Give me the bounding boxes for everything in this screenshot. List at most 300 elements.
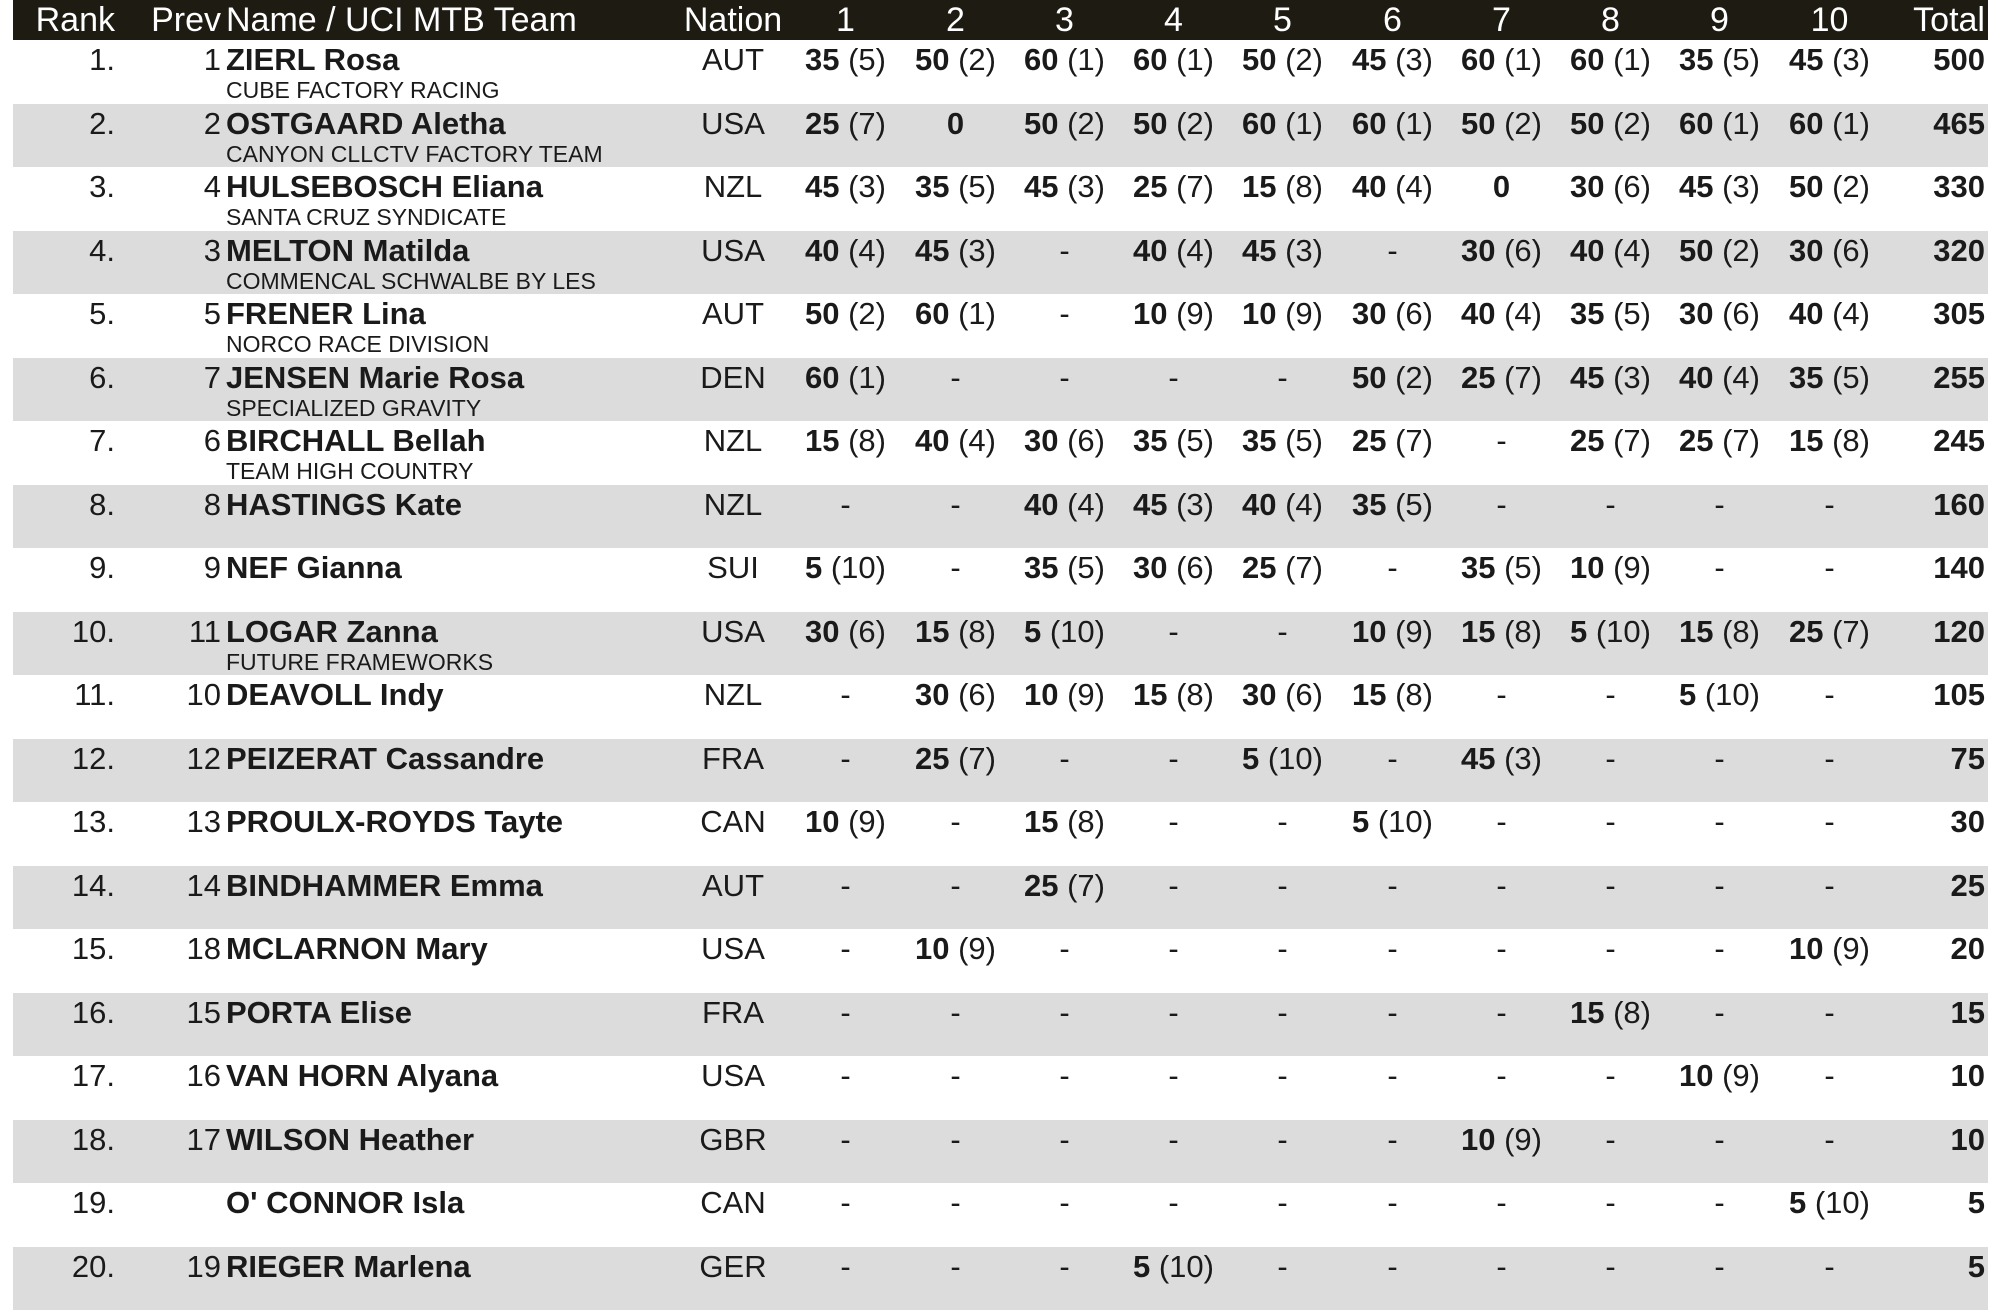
- round-1-result: [783, 1056, 908, 1096]
- round-placing: -: [1824, 1058, 1835, 1093]
- prev-rank-cell: 8: [203, 486, 221, 522]
- round-points: 40: [1461, 296, 1496, 331]
- header-prev: Prev: [151, 1, 221, 39]
- header-total: Total: [1913, 1, 1985, 39]
- round-6-result: [1330, 1247, 1455, 1287]
- round-7-result: [1439, 548, 1564, 588]
- round-4-result: [1111, 866, 1236, 906]
- round-placing: (10): [1587, 613, 1651, 649]
- round-placing: -: [1168, 804, 1179, 839]
- round-2-result: [893, 1247, 1018, 1287]
- round-6-result: [1330, 358, 1455, 398]
- round-placing: (1): [1058, 42, 1105, 77]
- rank-cell: 2.: [89, 105, 115, 141]
- rank-cell: 12.: [71, 740, 115, 776]
- round-placing: -: [950, 486, 961, 522]
- rider-name: DEAVOLL Indy: [226, 677, 444, 712]
- rider-name: PEIZERAT Cassandre: [226, 740, 545, 776]
- round-placing: (3): [1058, 169, 1105, 204]
- round-placing: -: [1059, 1121, 1070, 1157]
- rank-cell: 7.: [89, 423, 115, 458]
- round-points: 60: [1679, 105, 1714, 141]
- round-7-result: [1439, 358, 1564, 398]
- round-placing: (4): [1386, 169, 1433, 204]
- table-row: [13, 612, 1988, 676]
- round-points: 45: [805, 169, 840, 204]
- round-placing: (4): [1167, 232, 1214, 268]
- round-placing: (1): [1276, 105, 1323, 141]
- prev-rank-cell: [125, 1183, 221, 1223]
- round-1-result: [783, 802, 908, 842]
- round-placing: (9): [949, 931, 996, 966]
- total-points: 160: [1933, 486, 1985, 522]
- nation-cell: CAN: [700, 804, 766, 839]
- round-points: 35: [1352, 486, 1387, 522]
- round-8-result: [1548, 739, 1673, 779]
- header-round-6: 6: [1383, 1, 1402, 39]
- round-7-result: [1439, 929, 1564, 969]
- round-8-result: [1548, 1183, 1673, 1223]
- round-placing: (8): [1058, 804, 1105, 839]
- round-5-result: [1220, 1183, 1345, 1223]
- round-placing: (1): [1823, 105, 1870, 141]
- round-points: 50: [805, 296, 840, 331]
- round-7-result: [1439, 294, 1564, 334]
- round-placing: -: [1387, 740, 1398, 776]
- round-placing: (2): [1495, 105, 1542, 141]
- table-row: [13, 993, 1988, 1057]
- round-points: 30: [1133, 550, 1168, 585]
- round-placing: -: [1277, 804, 1288, 839]
- round-placing: (10): [1150, 1248, 1214, 1284]
- round-placing: (2): [839, 296, 886, 331]
- round-placing: -: [840, 677, 851, 712]
- round-points: 15: [805, 423, 840, 458]
- header-round-2: 2: [946, 1, 965, 39]
- round-placing: -: [1496, 931, 1507, 966]
- round-placing: (6): [1713, 296, 1760, 331]
- round-points: 50: [1461, 105, 1496, 141]
- round-placing: -: [950, 1121, 961, 1157]
- round-3-result: [1002, 40, 1127, 80]
- round-placing: (4): [1495, 296, 1542, 331]
- round-placing: (9): [1386, 613, 1433, 649]
- round-6-result: [1330, 929, 1455, 969]
- round-1-result: [783, 929, 908, 969]
- round-5-result: [1220, 1120, 1345, 1160]
- round-placing: (1): [1604, 42, 1651, 77]
- round-placing: (3): [1604, 359, 1651, 395]
- round-4-result: [1111, 739, 1236, 779]
- round-points: 50: [1570, 105, 1605, 141]
- round-placing: -: [840, 994, 851, 1030]
- round-placing: (3): [1386, 42, 1433, 77]
- round-points: 40: [1679, 359, 1714, 395]
- round-1-result: [783, 548, 908, 588]
- round-9-result: [1657, 40, 1782, 80]
- round-points: 10: [1461, 1121, 1496, 1157]
- round-6-result: [1330, 548, 1455, 588]
- prev-rank-cell: 3: [203, 232, 221, 268]
- round-points: 30: [915, 677, 950, 712]
- round-placing: -: [1714, 867, 1725, 903]
- round-points: 60: [1461, 42, 1496, 77]
- round-placing: (6): [1058, 423, 1105, 458]
- round-9-result: [1657, 1120, 1782, 1160]
- rider-name: O' CONNOR Isla: [226, 1185, 465, 1220]
- round-placing: -: [1714, 994, 1725, 1030]
- round-7-result: [1439, 421, 1564, 461]
- round-placing: -: [1168, 359, 1179, 395]
- table-row: [13, 802, 1988, 866]
- round-6-result: [1330, 739, 1455, 779]
- round-placing: (8): [1495, 613, 1542, 649]
- round-1-result: [783, 866, 908, 906]
- round-points: 45: [1679, 169, 1714, 204]
- round-points: 15: [1789, 423, 1824, 458]
- header-nation: Nation: [683, 1, 783, 39]
- nation-cell: AUT: [702, 42, 764, 77]
- round-points: 15: [1352, 677, 1387, 712]
- round-placing: (6): [949, 677, 996, 712]
- round-4-result: [1111, 1120, 1236, 1160]
- round-points: 35: [1242, 423, 1277, 458]
- table-row: [13, 1183, 1988, 1247]
- round-placing: -: [1277, 1185, 1288, 1220]
- round-placing: (8): [839, 423, 886, 458]
- round-placing: (10): [1369, 804, 1433, 839]
- nation-cell: USA: [701, 1058, 765, 1093]
- round-5-result: [1220, 866, 1345, 906]
- round-placing: -: [950, 867, 961, 903]
- round-placing: -: [1277, 613, 1288, 649]
- round-7-result: [1439, 675, 1564, 715]
- round-placing: -: [840, 1248, 851, 1284]
- rank-cell: 15.: [71, 931, 115, 966]
- prev-rank-cell: 4: [203, 169, 221, 204]
- round-points: 25: [1570, 423, 1605, 458]
- round-points: 5: [1024, 613, 1042, 649]
- round-placing: -: [1387, 1121, 1398, 1157]
- table-row: [13, 866, 1988, 930]
- round-3-result: [1002, 1183, 1127, 1223]
- round-placing: -: [1824, 804, 1835, 839]
- total-points: 5: [1967, 1248, 1985, 1284]
- round-placing: (8): [1823, 423, 1870, 458]
- round-3-result: [1002, 739, 1127, 779]
- round-placing: (4): [1823, 296, 1870, 331]
- round-1-result: [783, 485, 908, 525]
- nation-cell: NZL: [703, 677, 763, 712]
- rank-cell: 9.: [89, 550, 115, 585]
- round-6-result: [1330, 802, 1455, 842]
- nation-cell: NZL: [703, 169, 763, 204]
- round-placing: -: [950, 1185, 961, 1220]
- round-placing: (4): [839, 232, 886, 268]
- round-6-result: [1330, 421, 1455, 461]
- header-round-5: 5: [1273, 1, 1292, 39]
- round-8-result: [1548, 612, 1673, 652]
- round-placing: -: [1387, 550, 1398, 585]
- round-6-result: [1330, 231, 1455, 271]
- round-8-result: [1548, 294, 1673, 334]
- round-4-result: [1111, 104, 1236, 144]
- round-points: 50: [915, 42, 950, 77]
- round-placing: (7): [1276, 550, 1323, 585]
- round-placing: (3): [949, 232, 996, 268]
- round-placing: -: [1059, 232, 1070, 268]
- rider-name: HASTINGS Kate: [226, 486, 462, 522]
- round-placing: -: [1605, 804, 1616, 839]
- round-placing: -: [1277, 931, 1288, 966]
- round-placing: (1): [1386, 105, 1433, 141]
- round-placing: (9): [1823, 931, 1870, 966]
- rider-name: MCLARNON Mary: [226, 931, 488, 966]
- round-points: 25: [1133, 169, 1168, 204]
- round-9-result: [1657, 993, 1782, 1033]
- round-4-result: [1111, 167, 1236, 207]
- round-points: 45: [915, 232, 950, 268]
- round-9-result: [1657, 1183, 1782, 1223]
- round-placing: -: [1714, 1121, 1725, 1157]
- round-points: 25: [805, 105, 840, 141]
- round-3-result: [1002, 358, 1127, 398]
- round-placing: (9): [1276, 296, 1323, 331]
- round-points: 40: [1352, 169, 1387, 204]
- round-points: 50: [1024, 105, 1059, 141]
- round-placing: -: [1605, 1058, 1616, 1093]
- table-row: [13, 548, 1988, 612]
- round-points: 50: [1679, 232, 1714, 268]
- rider-name: OSTGAARD Aletha: [226, 105, 506, 141]
- round-1-result: [783, 231, 908, 271]
- round-placing: -: [1059, 994, 1070, 1030]
- round-points: 30: [1352, 296, 1387, 331]
- team-name: FUTURE FRAMEWORKS: [226, 648, 494, 675]
- total-points: 30: [1950, 804, 1985, 839]
- round-points: 40: [805, 232, 840, 268]
- round-placing: -: [950, 1248, 961, 1284]
- rider-name: BIRCHALL Bellah: [226, 423, 486, 458]
- total-points: 120: [1933, 613, 1985, 649]
- round-points: 25: [1461, 359, 1496, 395]
- rider-name: MELTON Matilda: [226, 232, 470, 268]
- round-4-result: [1111, 993, 1236, 1033]
- round-placing: -: [1714, 486, 1725, 522]
- round-4-result: [1111, 358, 1236, 398]
- round-placing: -: [1496, 994, 1507, 1030]
- header-round-7: 7: [1492, 1, 1511, 39]
- round-placing: (3): [1276, 232, 1323, 268]
- round-2-result: [893, 104, 1018, 144]
- round-placing: -: [1496, 1058, 1507, 1093]
- round-points: 15: [1570, 994, 1605, 1030]
- round-9-result: [1657, 675, 1782, 715]
- round-points: 25: [1679, 423, 1714, 458]
- round-placing: -: [1059, 1185, 1070, 1220]
- round-2-result: [893, 548, 1018, 588]
- round-placing: -: [1059, 296, 1070, 331]
- round-1-result: [783, 358, 908, 398]
- round-points: 45: [1352, 42, 1387, 77]
- round-5-result: [1220, 294, 1345, 334]
- round-placing: -: [1714, 550, 1725, 585]
- round-9-result: [1657, 294, 1782, 334]
- round-points: 10: [1570, 550, 1605, 585]
- round-placing: -: [1605, 931, 1616, 966]
- round-placing: (4): [1276, 486, 1323, 522]
- round-placing: -: [1168, 994, 1179, 1030]
- prev-rank-cell: 13: [186, 804, 221, 839]
- nation-cell: FRA: [702, 740, 764, 776]
- round-placing: -: [1168, 1058, 1179, 1093]
- round-points: 10: [805, 804, 840, 839]
- round-1-result: [783, 739, 908, 779]
- round-placing: (2): [1823, 169, 1870, 204]
- round-points: 25: [915, 740, 950, 776]
- prev-rank-cell: 17: [186, 1121, 221, 1157]
- round-placing: -: [1496, 423, 1507, 458]
- round-points: 30: [1024, 423, 1059, 458]
- round-8-result: [1548, 104, 1673, 144]
- round-placing: (6): [1823, 232, 1870, 268]
- round-placing: -: [1605, 1121, 1616, 1157]
- total-points: 105: [1933, 677, 1985, 712]
- round-4-result: [1111, 40, 1236, 80]
- round-points: 25: [1789, 613, 1824, 649]
- round-4-result: [1111, 231, 1236, 271]
- round-9-result: [1657, 548, 1782, 588]
- round-placing: (3): [1495, 740, 1542, 776]
- round-placing: (2): [1058, 105, 1105, 141]
- round-points: 10: [1789, 931, 1824, 966]
- round-placing: (3): [1713, 169, 1760, 204]
- round-placing: (6): [1167, 550, 1214, 585]
- total-points: 20: [1950, 931, 1985, 966]
- round-1-result: [783, 421, 908, 461]
- round-placing: (4): [1604, 232, 1651, 268]
- round-2-result: [893, 866, 1018, 906]
- round-9-result: [1657, 421, 1782, 461]
- round-6-result: [1330, 866, 1455, 906]
- round-placing: -: [1605, 1185, 1616, 1220]
- round-2-result: [893, 231, 1018, 271]
- round-5-result: [1220, 40, 1345, 80]
- rider-name: WILSON Heather: [226, 1121, 475, 1157]
- round-points: 5: [1133, 1248, 1151, 1284]
- round-8-result: [1548, 802, 1673, 842]
- round-points: 30: [805, 613, 840, 649]
- header-round-9: 9: [1710, 1, 1729, 39]
- prev-rank-cell: 15: [186, 994, 221, 1030]
- round-placing: -: [950, 359, 961, 395]
- round-placing: (7): [1495, 359, 1542, 395]
- table-row: [13, 40, 1988, 104]
- table-row: [13, 294, 1988, 358]
- nation-cell: AUT: [702, 296, 764, 331]
- round-points: 25: [1242, 550, 1277, 585]
- prev-rank-cell: 12: [186, 740, 221, 776]
- round-placing: -: [1277, 1121, 1288, 1157]
- round-5-result: [1220, 1247, 1345, 1287]
- round-placing: -: [1824, 867, 1835, 903]
- round-points: 30: [1679, 296, 1714, 331]
- total-points: 75: [1950, 740, 1985, 776]
- table-row: [13, 421, 1988, 485]
- round-placing: -: [1824, 994, 1835, 1030]
- team-name: SANTA CRUZ SYNDICATE: [226, 204, 507, 230]
- round-points: 40: [1789, 296, 1824, 331]
- round-placing: (1): [1167, 42, 1214, 77]
- rank-cell: 13.: [71, 804, 115, 839]
- round-placing: (4): [1058, 486, 1105, 522]
- table-row: [13, 929, 1988, 993]
- round-placing: -: [1387, 931, 1398, 966]
- total-points: 330: [1933, 169, 1985, 204]
- round-6-result: [1330, 612, 1455, 652]
- rank-cell: 1.: [89, 42, 115, 77]
- round-placing: -: [1714, 804, 1725, 839]
- round-placing: -: [840, 1058, 851, 1093]
- nation-cell: USA: [701, 931, 765, 966]
- round-placing: -: [1387, 994, 1398, 1030]
- round-placing: (10): [1696, 677, 1760, 712]
- round-points: 50: [1133, 105, 1168, 141]
- round-5-result: [1220, 358, 1345, 398]
- round-5-result: [1220, 612, 1345, 652]
- total-points: 255: [1933, 359, 1985, 395]
- round-9-result: [1657, 802, 1782, 842]
- round-5-result: [1220, 1056, 1345, 1096]
- round-placing: (2): [1276, 42, 1323, 77]
- round-5-result: [1220, 802, 1345, 842]
- round-9-result: [1657, 866, 1782, 906]
- round-placing: -: [1059, 1248, 1070, 1284]
- round-points: 35: [1133, 423, 1168, 458]
- round-3-result: [1002, 294, 1127, 334]
- round-placing: (1): [1713, 105, 1760, 141]
- table-row: [13, 167, 1988, 231]
- round-2-result: [893, 1120, 1018, 1160]
- round-placing: (8): [1167, 677, 1214, 712]
- team-name: NORCO RACE DIVISION: [226, 331, 490, 357]
- round-5-result: [1220, 104, 1345, 144]
- rider-name: PROULX-ROYDS Tayte: [226, 804, 564, 839]
- rider-name: VAN HORN Alyana: [226, 1058, 499, 1093]
- round-4-result: [1111, 802, 1236, 842]
- round-placing: -: [1168, 1121, 1179, 1157]
- round-placing: (1): [839, 359, 886, 395]
- round-placing: (10): [1041, 613, 1105, 649]
- nation-cell: NZL: [703, 486, 763, 522]
- round-7-result: [1439, 104, 1564, 144]
- round-1-result: [783, 1183, 908, 1223]
- round-8-result: [1548, 231, 1673, 271]
- round-points: 60: [1024, 42, 1059, 77]
- round-placing: -: [1496, 867, 1507, 903]
- round-placing: (10): [1806, 1185, 1870, 1220]
- round-placing: (6): [1604, 169, 1651, 204]
- round-3-result: [1002, 675, 1127, 715]
- round-6-result: [1330, 993, 1455, 1033]
- rider-name: NEF Gianna: [226, 550, 402, 585]
- round-7-result: [1439, 167, 1564, 207]
- round-points: 15: [1133, 677, 1168, 712]
- round-2-result: [893, 485, 1018, 525]
- round-3-result: [1002, 1120, 1127, 1160]
- team-name: COMMENCAL SCHWALBE BY LES: [226, 267, 596, 294]
- prev-rank-cell: 16: [186, 1058, 221, 1093]
